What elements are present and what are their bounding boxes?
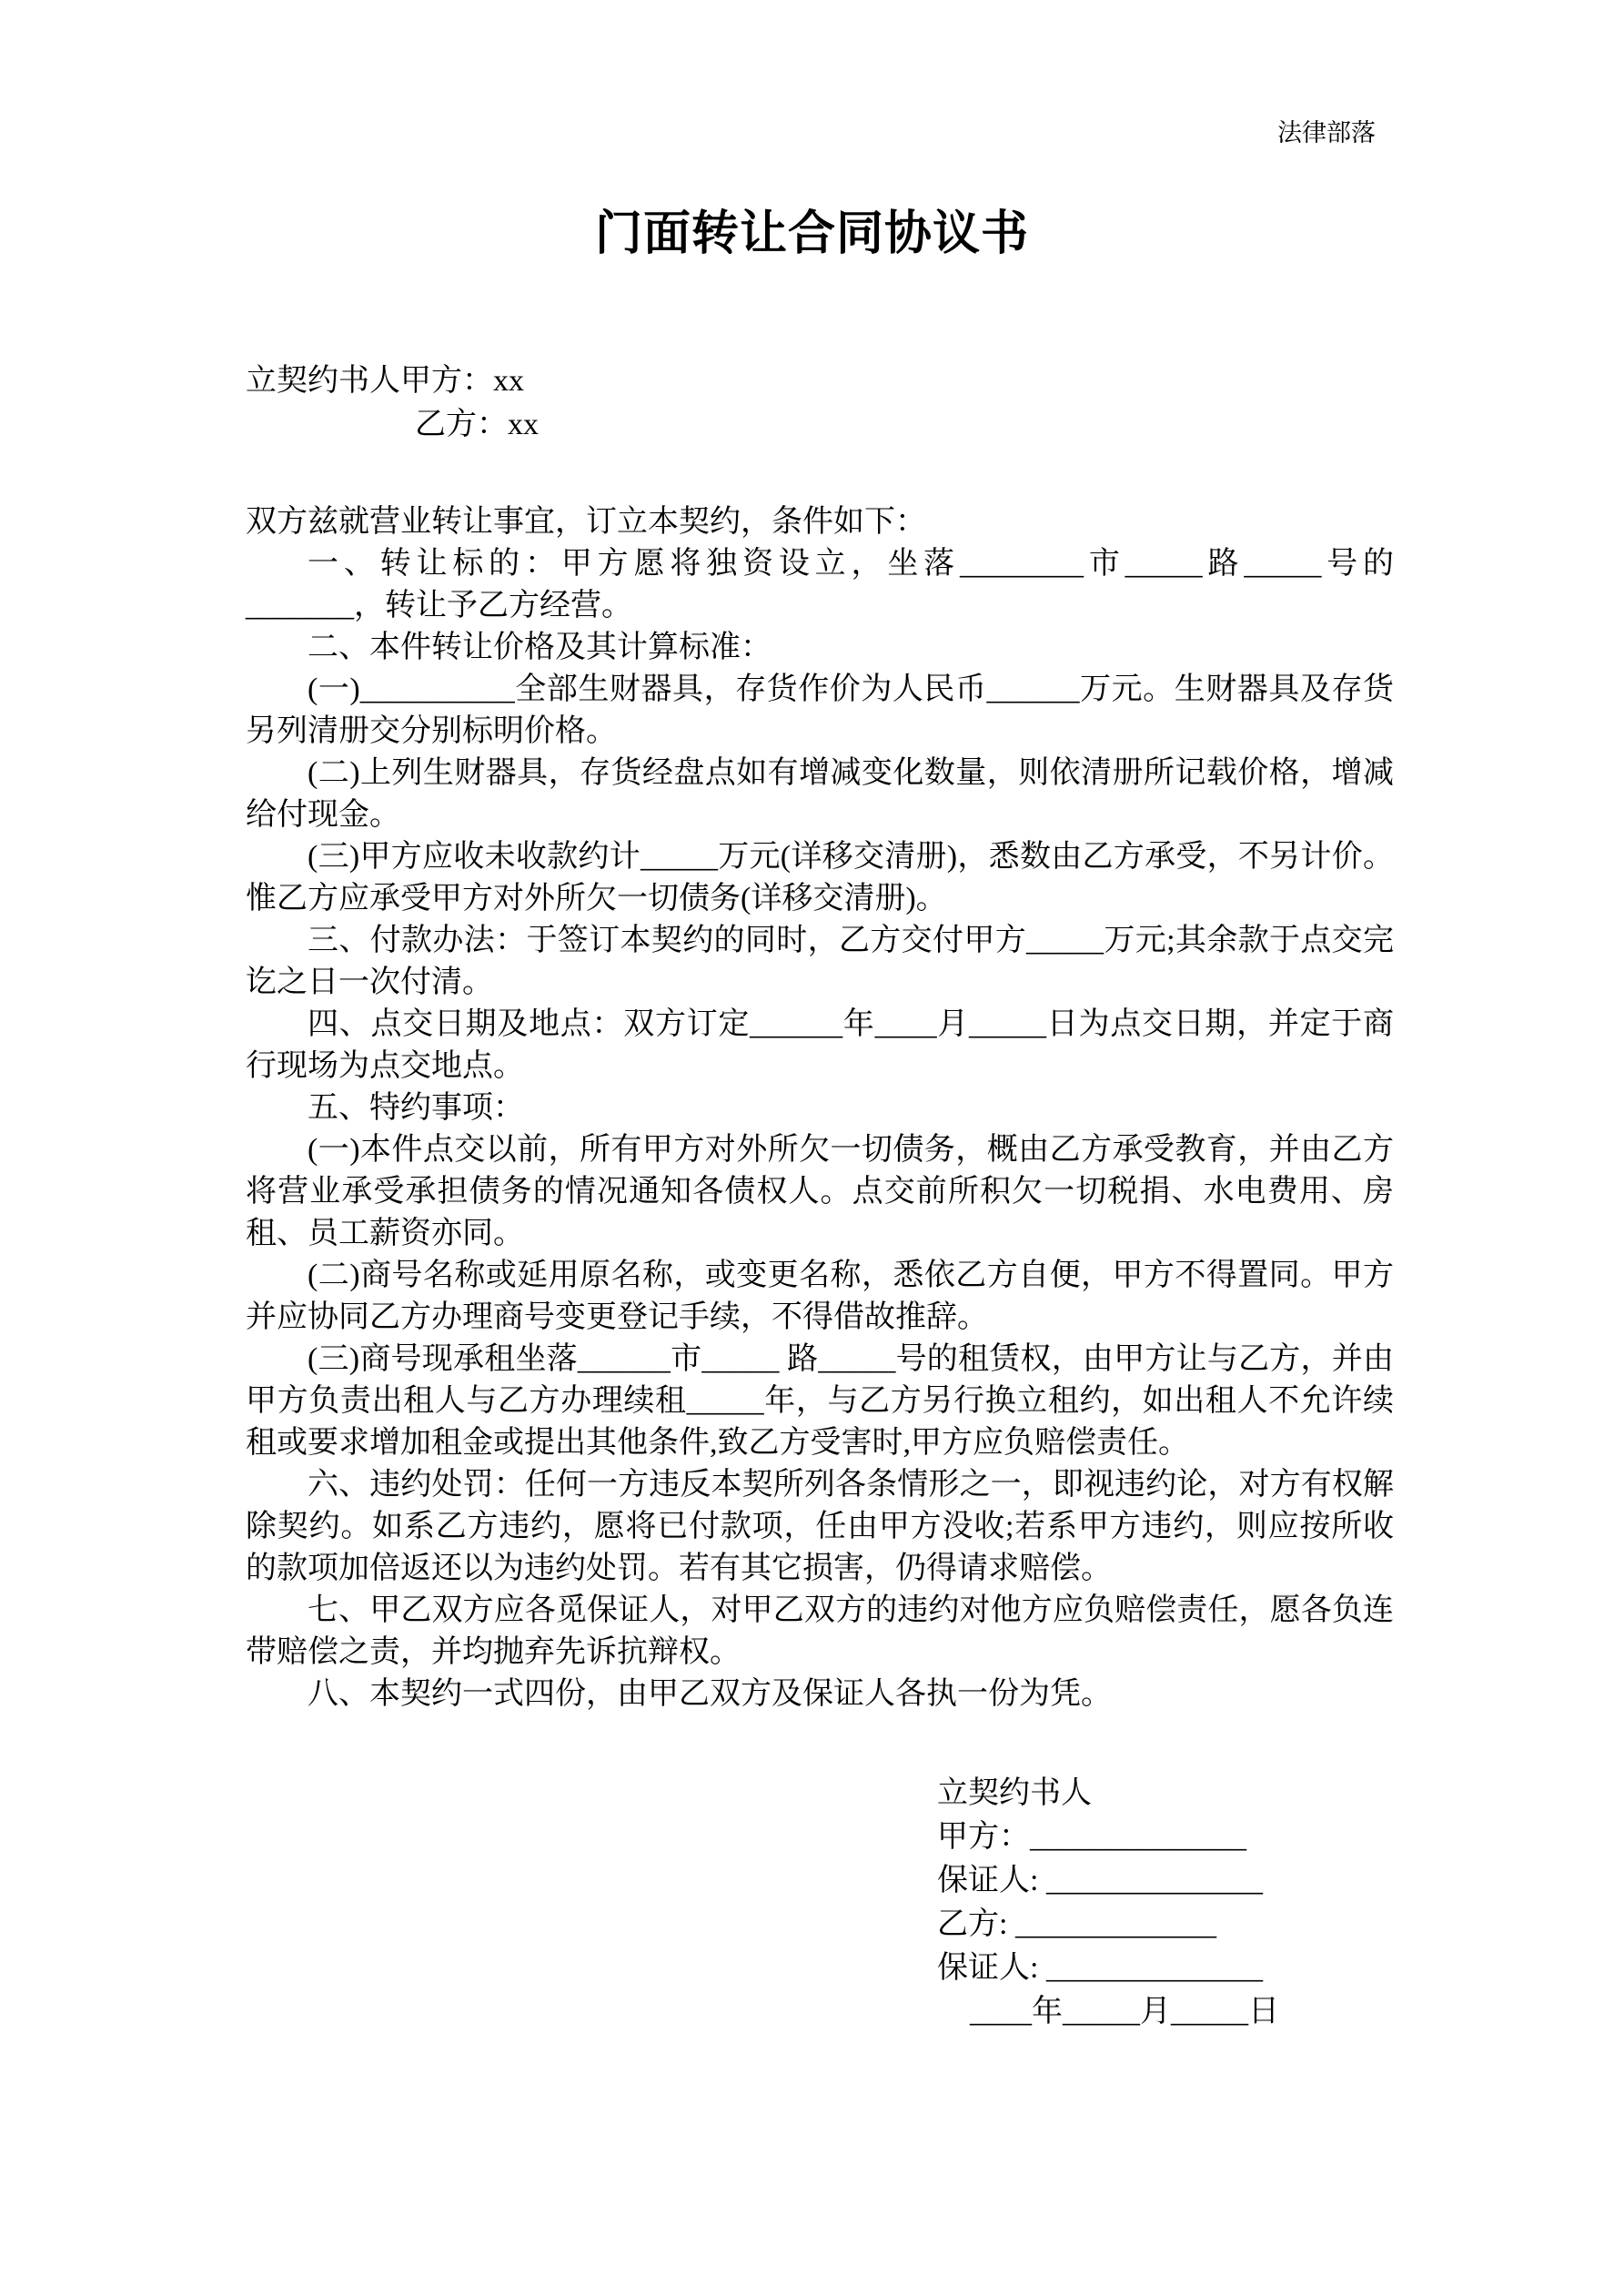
- signature-date-line: ____年_____月_____日: [970, 1995, 1279, 2028]
- intro-paragraph: 双方兹就营业转让事宜，订立本契约，条件如下：: [246, 505, 926, 539]
- clause-3: 三、付款办法：于签订本契约的同时，乙方交付甲方_____万元;其余款于点交完讫之日一次付清。: [246, 924, 1394, 999]
- clause-2-2: (二)上列生财器具，存货经盘点如有增减变化数量，则依清册所记载价格，增减给付现金。: [246, 756, 1394, 832]
- clause-2: 二、本件转让价格及其计算标准：: [308, 631, 772, 664]
- clause-5-1: (一)本件点交以前，所有甲方对外所欠一切债务，概由乙方承受教育，并由乙方将营业承受承担债务的情况通知各债权人。点交前所积欠一切税捐、水电费用、房租、员工薪资亦同。: [246, 1133, 1394, 1250]
- clause-5-3: (三)商号现承租坐落______市_____ 路_____号的租赁权，由甲方让与乙方，并由甲方负责出租人与乙方办理续租_____年，与乙方另行换立租约，如出租人不允许续租或要求增加租金或提出其他条件,致乙方受害时,甲方应负赔偿责任。: [246, 1342, 1394, 1460]
- clause-1: 一、转让标的：甲方愿将独资设立，坐落________市_____路_____号的_______，转让予乙方经营。: [246, 547, 1394, 622]
- signature-party-a: 甲方：______________: [937, 1820, 1246, 1854]
- signature-guarantor-1: 保证人: ______________: [937, 1864, 1263, 1897]
- clause-5-2: (二)商号名称或延用原名称，或变更名称，悉依乙方自便，甲方不得置同。甲方并应协同乙方办理商号变更登记手续，不得借故推辞。: [246, 1259, 1394, 1334]
- clause-6: 六、违约处罚：任何一方违反本契所列各条情形之一，即视违约论，对方有权解除契约。如系乙方违约，愿将已付款项，任由甲方没收;若系甲方违约，则应按所收的款项加倍返还以为违约处罚。若有其它损害，仍得请求赔偿。: [246, 1468, 1394, 1585]
- clause-7: 七、甲乙双方应各觅保证人，对甲乙双方的违约对他方应负赔偿责任，愿各负连带赔偿之责，并均抛弃先诉抗辩权。: [246, 1593, 1394, 1669]
- contract-body: [246, 501, 1394, 1715]
- clause-2-1: (一)__________全部生财器具，存货作价为人民币______万元。生财器具及存货另列清册交分别标明价格。: [246, 673, 1394, 748]
- signature-party-b: 乙方: _____________: [937, 1907, 1216, 1941]
- signature-guarantor-2: 保证人: ______________: [937, 1951, 1263, 1985]
- parties-block: [246, 359, 1624, 447]
- party-b-line: 乙方：xx: [415, 408, 539, 441]
- signature-block: [937, 1772, 1624, 2034]
- clause-8: 八、本契约一式四份，由甲乙双方及保证人各执一份为凭。: [308, 1677, 1112, 1711]
- party-a-line: 立契约书人甲方：xx: [246, 364, 524, 398]
- watermark-text: 法律部落: [1277, 119, 1376, 147]
- clause-5: 五、特约事项：: [308, 1091, 524, 1125]
- clause-4: 四、点交日期及地点：双方订定______年____月_____日为点交日期，并定于商行现场为点交地点。: [246, 1007, 1394, 1083]
- document-title: 门面转让合同协议书: [594, 208, 1029, 260]
- clause-2-3: (三)甲方应收未收款约计_____万元(详移交清册)，悉数由乙方承受，不另计价。惟乙方应承受甲方对外所欠一切债务(详移交清册)。: [246, 840, 1394, 915]
- signature-heading: 立契约书人: [937, 1776, 1092, 1810]
